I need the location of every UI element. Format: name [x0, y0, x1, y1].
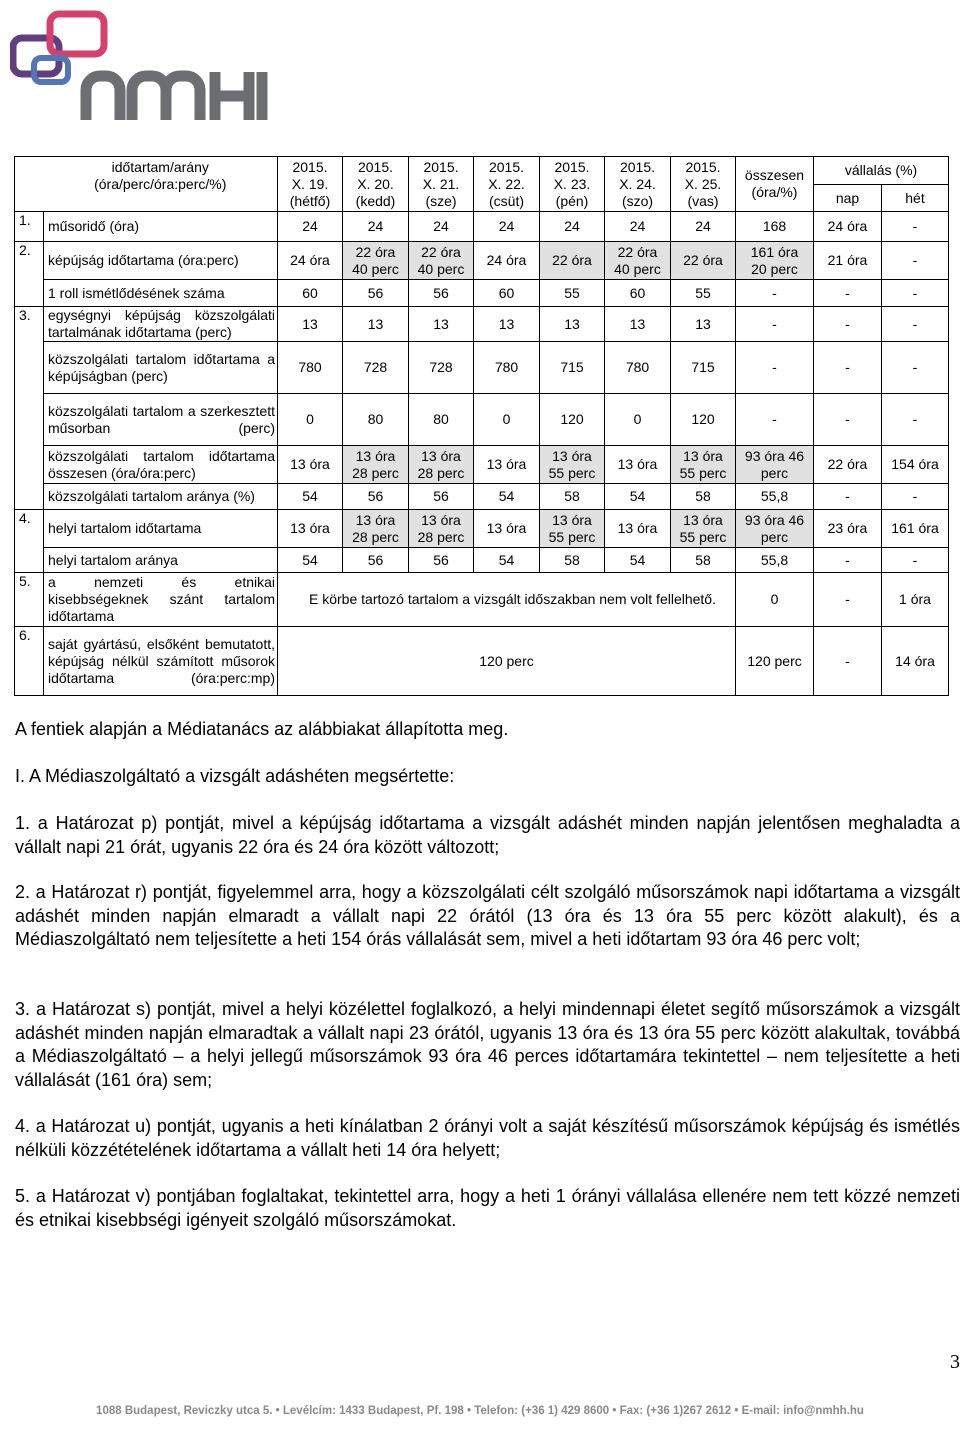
- table-cell: 56: [409, 280, 474, 307]
- table-cell: 120 perc: [736, 627, 814, 696]
- address-footer: 1088 Budapest, Reviczky utca 5. • Levélcím: 1433 Budapest, Pf. 198 • Telefon: (+36 1) 429 8600 • Fax: (+36 1)267 2612 • E-mail: info@nmhh.hu: [96, 1405, 864, 1417]
- table-row: [15, 548, 949, 573]
- table-cell: 13: [474, 307, 540, 342]
- table-cell: 24 óra: [474, 242, 540, 280]
- table-cell: 13: [540, 307, 605, 342]
- table-cell: -: [882, 394, 949, 446]
- table-cell: 13: [409, 307, 474, 342]
- row-number: 1.: [15, 212, 44, 242]
- table-cell: 93 óra 46 perc: [736, 510, 814, 548]
- header-commitment-day: nap: [814, 185, 882, 212]
- table-cell: 0: [605, 394, 671, 446]
- table-cell: -: [814, 627, 882, 696]
- table-cell: 58: [671, 484, 736, 510]
- table-cell: 24: [409, 212, 474, 242]
- table-cell: 21 óra: [814, 242, 882, 280]
- table-cell: 54: [605, 484, 671, 510]
- row-number: 5.: [15, 573, 44, 627]
- table-cell: 0: [474, 394, 540, 446]
- table-row: [15, 446, 949, 484]
- table-cell: 728: [409, 342, 474, 394]
- table-cell: 22 óra: [540, 242, 605, 280]
- table-cell: 56: [343, 548, 409, 573]
- table-cell: 54: [605, 548, 671, 573]
- table-cell: 24 óra: [278, 242, 343, 280]
- table-cell: 1 óra: [882, 573, 949, 627]
- table-cell: 60: [278, 280, 343, 307]
- table-cell: 715: [540, 342, 605, 394]
- table-cell: 22 óra: [671, 242, 736, 280]
- table-cell: -: [814, 280, 882, 307]
- table-cell: 13 óra 28 perc: [409, 446, 474, 484]
- header-day-3: 2015. X. 21. (sze): [409, 157, 474, 212]
- table-cell: 24: [343, 212, 409, 242]
- row-number: 4.: [15, 510, 44, 573]
- table-cell: 58: [540, 548, 605, 573]
- header-unit-label: időtartam/arány (óra/perc/óra:perc/%): [44, 157, 278, 212]
- intro-paragraph: A fentiek alapján a Médiatanács az alábbiakat állapította meg.: [15, 719, 509, 739]
- row-label: közszolgálati tartalom a szerkesztett műsorban (perc): [44, 394, 278, 446]
- table-cell: 55: [540, 280, 605, 307]
- row-label: közszolgálati tartalom időtartama összesen (óra/óra:perc): [44, 446, 278, 484]
- table-cell: 161 óra: [882, 510, 949, 548]
- finding-point-3: 3. a Határozat s) pontját, mivel a helyi közélettel foglalkozó, a helyi mindennapi életet segítő műsorszámok a vizsgált adáshét minden napján elmaradtak a vállalt napi 23 órától, ugyanis 13 óra és 13 óra 55 perc között alakultak, továbbá a Médiaszolgáltató – a helyi jellegű műsorszámok 93 óra 46 perces időtartamára tekintettel – nem teljesítette a heti vállalását (161 óra) sem;: [15, 999, 960, 1090]
- row-label: közszolgálati tartalom időtartama a képújságban (perc): [44, 342, 278, 394]
- nmhh-logo: [10, 8, 280, 126]
- table-cell: -: [814, 573, 882, 627]
- row-number: 3.: [15, 307, 44, 510]
- table-cell: 60: [605, 280, 671, 307]
- table-cell: 13 óra: [278, 510, 343, 548]
- row-label: egységnyi képújság közszolgálati tartalmának időtartama (perc): [44, 307, 278, 342]
- table-cell: -: [882, 307, 949, 342]
- row-label: saját gyártású, elsőként bemutatott, képújság nélkül számított műsorok időtartama (óra:perc:mp): [44, 627, 278, 696]
- table-header-row: [15, 157, 949, 185]
- row-label: a nemzeti és etnikai kisebbségeknek szánt tartalom időtartama: [44, 573, 278, 627]
- table-cell: -: [814, 548, 882, 573]
- table-cell: -: [814, 342, 882, 394]
- table-cell: 60: [474, 280, 540, 307]
- header-empty-cell: [15, 157, 44, 212]
- finding-point-1: 1. a Határozat p) pontját, mivel a képújság időtartama a vizsgált adáshét minden napján jelentősen meghaladta a vállalt napi 21 órát, ugyanis 22 óra és 24 óra között változott;: [15, 813, 960, 857]
- table-cell: 715: [671, 342, 736, 394]
- table-cell: -: [814, 484, 882, 510]
- table-cell: 23 óra: [814, 510, 882, 548]
- table-cell: 0: [736, 573, 814, 627]
- table-cell: -: [882, 342, 949, 394]
- table-cell: 120: [671, 394, 736, 446]
- table-cell: 54: [278, 484, 343, 510]
- table-cell: 780: [278, 342, 343, 394]
- table-cell: 56: [343, 280, 409, 307]
- table-cell: -: [736, 280, 814, 307]
- header-day-4: 2015. X. 22. (csüt): [474, 157, 540, 212]
- table-cell: 54: [474, 548, 540, 573]
- table-row: [15, 280, 949, 307]
- table-cell: 24 óra: [814, 212, 882, 242]
- section-heading: I. A Médiaszolgáltató a vizsgált adáshéten megsértette:: [15, 766, 455, 786]
- table-cell: 780: [474, 342, 540, 394]
- table-cell: 55,8: [736, 548, 814, 573]
- table-cell: 13 óra: [474, 510, 540, 548]
- table-cell: 13: [671, 307, 736, 342]
- table-row: [15, 627, 949, 696]
- table-cell: 13 óra: [278, 446, 343, 484]
- row-label: helyi tartalom aránya: [44, 548, 278, 573]
- table-cell: 161 óra 20 perc: [736, 242, 814, 280]
- header-day-2: 2015. X. 20. (kedd): [343, 157, 409, 212]
- row-number: 6.: [15, 627, 44, 696]
- table-cell: 58: [671, 548, 736, 573]
- table-cell: 22 óra 40 perc: [605, 242, 671, 280]
- table-row: [15, 242, 949, 280]
- table-cell: 13: [278, 307, 343, 342]
- table-cell: 56: [409, 548, 474, 573]
- table-cell: 168: [736, 212, 814, 242]
- table-cell: -: [882, 548, 949, 573]
- table-cell: 13 óra 28 perc: [343, 510, 409, 548]
- table-cell: 24: [671, 212, 736, 242]
- table-cell: -: [736, 342, 814, 394]
- table-cell: 13 óra: [474, 446, 540, 484]
- table-row: [15, 484, 949, 510]
- table-row: [15, 342, 949, 394]
- table-cell: -: [882, 484, 949, 510]
- header-commitment-week: hét: [882, 185, 949, 212]
- table-cell: 13 óra: [605, 446, 671, 484]
- table-row: [15, 212, 949, 242]
- table-cell: 56: [343, 484, 409, 510]
- row-label: műsoridő (óra): [44, 212, 278, 242]
- table-cell: 24: [540, 212, 605, 242]
- table-cell: 120: [540, 394, 605, 446]
- table-cell: 13: [605, 307, 671, 342]
- merged-cell: 120 perc: [278, 627, 736, 696]
- table-cell: 80: [343, 394, 409, 446]
- header-total: összesen (óra/%): [736, 157, 814, 212]
- table-cell: 780: [605, 342, 671, 394]
- table-cell: 22 óra: [814, 446, 882, 484]
- table-cell: 13 óra 55 perc: [671, 446, 736, 484]
- table-cell: 80: [409, 394, 474, 446]
- page-number: 3: [950, 1351, 960, 1373]
- table-row: [15, 510, 949, 548]
- header-commitment: vállalás (%): [814, 157, 949, 185]
- table-cell: 24: [278, 212, 343, 242]
- table-cell: -: [736, 307, 814, 342]
- table-cell: -: [882, 212, 949, 242]
- table-cell: -: [814, 394, 882, 446]
- header-day-7: 2015. X. 25. (vas): [671, 157, 736, 212]
- table-cell: 55,8: [736, 484, 814, 510]
- table-cell: -: [882, 242, 949, 280]
- row-label: helyi tartalom időtartama: [44, 510, 278, 548]
- row-label: képújság időtartama (óra:perc): [44, 242, 278, 280]
- table-cell: 56: [409, 484, 474, 510]
- finding-point-5: 5. a Határozat v) pontjában foglaltakat, tekintettel arra, hogy a heti 1 órányi vállalása ellenére nem tett közzé nemzeti és etnikai kisebbségi igényeit szolgáló műsorszámokat.: [15, 1186, 960, 1230]
- table-cell: 0: [278, 394, 343, 446]
- merged-cell: E körbe tartozó tartalom a vizsgált időszakban nem volt fellelhető.: [278, 573, 736, 627]
- table-cell: 154 óra: [882, 446, 949, 484]
- table-cell: 22 óra 40 perc: [343, 242, 409, 280]
- header-day-6: 2015. X. 24. (szo): [605, 157, 671, 212]
- table-cell: 13 óra 55 perc: [540, 446, 605, 484]
- row-label: közszolgálati tartalom aránya (%): [44, 484, 278, 510]
- row-label: 1 roll ismétlődésének száma: [44, 280, 278, 307]
- table-cell: 13 óra 28 perc: [343, 446, 409, 484]
- table-cell: 13: [343, 307, 409, 342]
- finding-point-2: 2. a Határozat r) pontját, figyelemmel arra, hogy a közszolgálati célt szolgáló műsorszámok napi időtartama a vizsgált adáshét minden napján elmaradt a vállalt napi 22 órától (13 óra és 13 óra 55 perc között alakult), és a Médiaszolgáltató nem teljesítette a heti 154 órás vállalását sem, mivel a heti időtartam 93 óra 46 perc volt;: [15, 882, 960, 949]
- table-cell: 13 óra: [605, 510, 671, 548]
- header-day-5: 2015. X. 23. (pén): [540, 157, 605, 212]
- table-cell: 24: [605, 212, 671, 242]
- finding-point-4: 4. a Határozat u) pontját, ugyanis a heti kínálatban 2 órányi volt a saját készítésű műsorszámok képújság és ismétlés nélküli közzétételének időtartama a vállalt heti 14 óra helyett;: [15, 1116, 960, 1160]
- table-row: [15, 307, 949, 342]
- table-cell: 93 óra 46 perc: [736, 446, 814, 484]
- table-cell: -: [814, 307, 882, 342]
- table-cell: -: [882, 280, 949, 307]
- table-cell: 55: [671, 280, 736, 307]
- row-number: 2.: [15, 242, 44, 307]
- table-cell: 58: [540, 484, 605, 510]
- header-day-1: 2015. X. 19. (hétfő): [278, 157, 343, 212]
- table-cell: 13 óra 55 perc: [671, 510, 736, 548]
- table-cell: 13 óra 28 perc: [409, 510, 474, 548]
- nmhh-logo-graphic: [10, 8, 280, 126]
- table-cell: 14 óra: [882, 627, 949, 696]
- table-row: [15, 394, 949, 446]
- table-cell: -: [736, 394, 814, 446]
- table-row: [15, 573, 949, 627]
- table-cell: 728: [343, 342, 409, 394]
- table-cell: 54: [474, 484, 540, 510]
- table-cell: 22 óra 40 perc: [409, 242, 474, 280]
- table-cell: 54: [278, 548, 343, 573]
- table-cell: 24: [474, 212, 540, 242]
- table-cell: 13 óra 55 perc: [540, 510, 605, 548]
- broadcast-data-table: [14, 156, 949, 696]
